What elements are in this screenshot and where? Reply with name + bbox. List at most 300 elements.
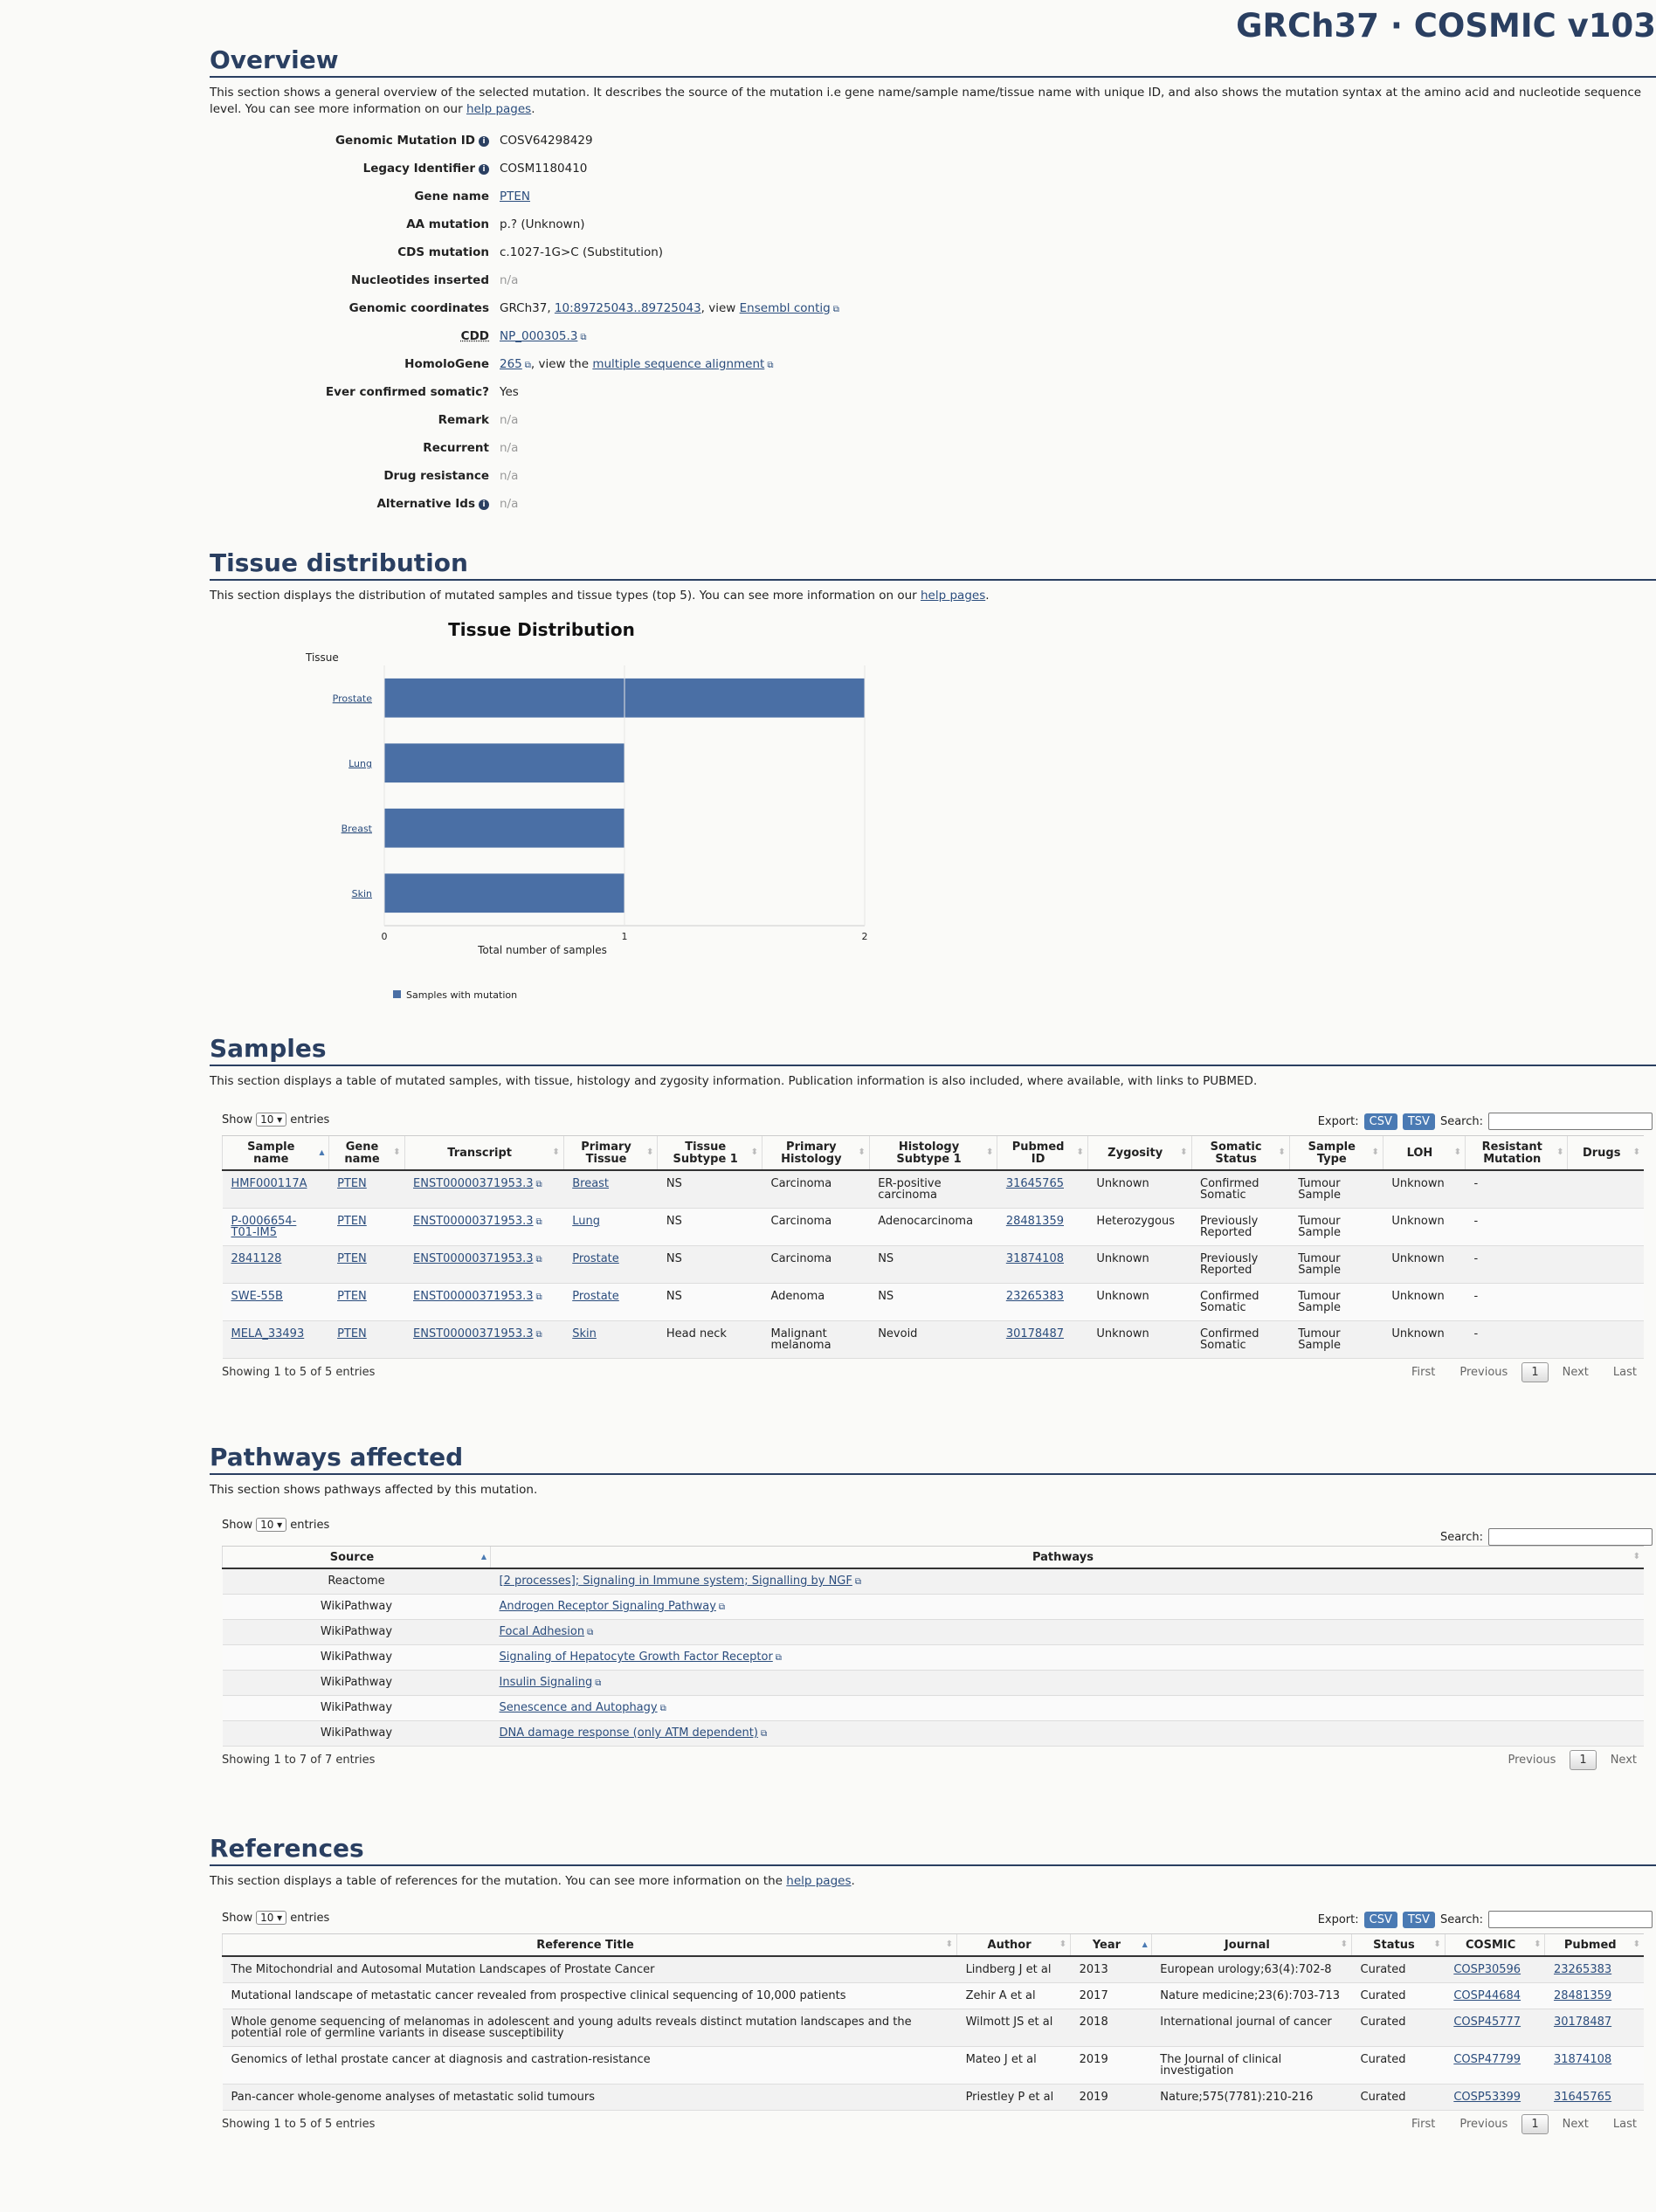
table-row: [223, 1246, 1645, 1284]
references-col-reference-title[interactable]: Reference Title ⬍: [223, 1934, 957, 1957]
pathway-link[interactable]: Insulin Signaling ⧉: [500, 1676, 602, 1689]
pathways-page-size-select[interactable]: 10 ▾: [256, 1518, 286, 1532]
samples-col-gene-name[interactable]: Gene name ⬍: [328, 1136, 404, 1171]
samples-sample-name-link[interactable]: MELA_33493: [231, 1327, 305, 1340]
samples-cell-sample-type: [1289, 1284, 1383, 1321]
ov-row-ever-confirmed: [210, 385, 1656, 413]
samples-cell-zygosity: [1087, 1246, 1191, 1284]
chart-category-label-prostate[interactable]: Prostate: [332, 693, 372, 705]
chart-x-tick-label: 2: [861, 931, 868, 942]
samples-search-input[interactable]: [1488, 1113, 1653, 1130]
references-cell-year: [1071, 2047, 1152, 2085]
samples-cell-pubmed-id: [997, 1170, 1088, 1209]
pathway-link[interactable]: Androgen Receptor Signaling Pathway ⧉: [500, 1600, 726, 1613]
ov-row-cds-mutation: [210, 245, 1656, 273]
pager-next-button[interactable]: Next: [1562, 1366, 1589, 1379]
pager-last-button[interactable]: Last: [1612, 1366, 1637, 1379]
cell-text: Previously Reported: [1200, 1252, 1259, 1277]
samples-col-primary-histology[interactable]: Primary Histology ⬍: [762, 1136, 870, 1171]
pathways-description: This section shows pathways affected by this mutation.: [210, 1483, 538, 1497]
samples-col-resistant-mutation[interactable]: Resistant Mutation ⬍: [1466, 1136, 1568, 1171]
ov-label: Ever confirmed somatic?: [325, 385, 489, 399]
samples-primary-tissue-link[interactable]: Prostate: [572, 1290, 619, 1303]
tissue-help-link[interactable]: help pages: [921, 589, 986, 603]
references-cosmic-link[interactable]: COSP47799: [1453, 2053, 1521, 2066]
info-icon[interactable]: i: [479, 136, 489, 147]
chart-title: Tissue Distribution: [448, 619, 635, 640]
pathway-cell: [491, 1671, 1645, 1696]
cell-text: Unknown: [1096, 1290, 1149, 1303]
show-label: Show: [222, 1912, 253, 1925]
samples-cell-zygosity: [1087, 1284, 1191, 1321]
samples-pagination: [1401, 1362, 1647, 1382]
samples-cell-transcript: [404, 1246, 563, 1284]
tissue-distribution-chart: [210, 611, 908, 1013]
samples-sample-name-link[interactable]: HMF000117A: [231, 1177, 307, 1190]
pathways-search-input[interactable]: [1488, 1528, 1653, 1546]
chart-bar-skin: [384, 873, 624, 913]
references-help-link[interactable]: help pages: [786, 1874, 852, 1888]
samples-cell-primary-histology: [762, 1321, 870, 1359]
references-csv-button[interactable]: CSV: [1364, 1912, 1397, 1928]
samples-cell-tissue-subtype-1: [658, 1209, 762, 1246]
references-cell-status: [1352, 2047, 1446, 2085]
pathways-header-row: [223, 1547, 1645, 1569]
samples-col-pubmed-id[interactable]: Pubmed ID ⬍: [997, 1136, 1088, 1171]
search-label: Search:: [1439, 1530, 1483, 1544]
cell-text: -: [1473, 1215, 1479, 1228]
samples-cell-sample-name: [223, 1209, 329, 1246]
pager-next-button[interactable]: Next: [1610, 1754, 1637, 1767]
references-info: Showing 1 to 5 of 5 entries: [222, 2118, 376, 2131]
samples-cell-sample-type: [1289, 1321, 1383, 1359]
samples-col-histology-subtype-1[interactable]: Histology Subtype 1 ⬍: [869, 1136, 997, 1171]
pathway-cell: [491, 1568, 1645, 1595]
pathway-source: WikiPathway: [223, 1721, 491, 1747]
cell-text: Malignant melanoma: [770, 1327, 831, 1352]
table-row: [223, 2047, 1645, 2085]
samples-primary-tissue-link[interactable]: Skin: [572, 1327, 597, 1340]
pager-next-button[interactable]: Next: [1562, 2118, 1589, 2131]
pathway-source: Reactome: [223, 1568, 491, 1595]
pager-previous-button[interactable]: Previous: [1459, 1366, 1508, 1379]
cell-text: NS: [878, 1252, 894, 1265]
cell-text: ER-positive carcinoma: [878, 1177, 942, 1202]
ov-row-genomic-coordinates: [210, 301, 1656, 329]
references-cell-author: [957, 1983, 1071, 2009]
references-desc-end: .: [851, 1874, 855, 1888]
pathway-source: WikiPathway: [223, 1620, 491, 1645]
ov-label: CDS mutation: [397, 245, 489, 259]
ov-label: Gene name: [414, 190, 489, 203]
references-col-author[interactable]: Author ⬍: [957, 1934, 1071, 1957]
samples-pubmed-id-link[interactable]: 31874108: [1005, 1252, 1064, 1265]
samples-cell-zygosity: [1087, 1321, 1191, 1359]
cell-text: Wilmott JS et al: [965, 2016, 1053, 2029]
references-cell-journal: [1151, 1983, 1351, 2009]
samples-body: [223, 1170, 1645, 1359]
samples-transcript-link[interactable]: ENST00000371953.3 ⧉: [413, 1290, 542, 1303]
pager-last-button[interactable]: Last: [1612, 2118, 1637, 2131]
ov-label: [210, 497, 500, 511]
overview-section: [210, 45, 1656, 525]
references-cosmic-link[interactable]: COSP30596: [1453, 1963, 1521, 1976]
samples-cell-loh: [1383, 1321, 1465, 1359]
samples-gene-name-link[interactable]: PTEN: [337, 1327, 367, 1340]
pager-page-1[interactable]: 1: [1521, 1362, 1548, 1382]
references-cell-reference-title: [223, 2009, 957, 2047]
references-cosmic-link[interactable]: COSP45777: [1453, 2016, 1521, 2029]
pathways-table: [222, 1546, 1644, 1747]
samples-cell-primary-histology: [762, 1209, 870, 1246]
ov-row-alternative-ids: [210, 497, 1656, 525]
table-row: [223, 1721, 1645, 1747]
cell-text: Confirmed Somatic: [1200, 1290, 1259, 1314]
references-col-pubmed[interactable]: Pubmed ⬍: [1545, 1934, 1644, 1957]
samples-col-sample-type[interactable]: Sample Type ⬍: [1289, 1136, 1383, 1171]
chart-x-axis-label: Total number of samples: [478, 944, 607, 956]
pager-first-button[interactable]: First: [1411, 1366, 1436, 1379]
pathway-link[interactable]: Focal Adhesion ⧉: [500, 1625, 594, 1638]
samples-cell-loh: [1383, 1209, 1465, 1246]
ov-label: [210, 162, 500, 176]
pathway-source: WikiPathway: [223, 1671, 491, 1696]
samples-cell-primary-histology: [762, 1170, 870, 1209]
cdd-abbr: CDD: [460, 329, 489, 343]
samples-primary-tissue-link[interactable]: Breast: [572, 1177, 610, 1190]
pager-previous-button[interactable]: Previous: [1459, 2118, 1508, 2131]
samples-col-zygosity[interactable]: Zygosity ⬍: [1087, 1136, 1191, 1171]
ov-row-remark: [210, 413, 1656, 441]
samples-cell-transcript: [404, 1321, 563, 1359]
ensembl-contig-link[interactable]: Ensembl contig ⧉: [740, 301, 839, 315]
pathway-source: WikiPathway: [223, 1595, 491, 1620]
pathways-pagination: [1497, 1750, 1647, 1770]
references-cell-journal: [1151, 2047, 1351, 2085]
samples-cell-primary-tissue: [563, 1209, 658, 1246]
pathway-source: WikiPathway: [223, 1696, 491, 1721]
cell-text: Curated: [1360, 2053, 1406, 2066]
samples-cell-pubmed-id: [997, 1284, 1088, 1321]
cell-text: Carcinoma: [770, 1215, 832, 1228]
cell-text: Nature;575(7781):210-216: [1160, 2091, 1314, 2104]
tissue-chart-container: [210, 611, 908, 1013]
samples-gene-name-link[interactable]: PTEN: [337, 1177, 367, 1190]
cell-text: Confirmed Somatic: [1200, 1177, 1259, 1202]
samples-transcript-link[interactable]: ENST00000371953.3 ⧉: [413, 1177, 542, 1190]
ov-label-text: Genomic Mutation ID: [335, 134, 475, 148]
ov-label-text: Alternative Ids: [376, 497, 475, 511]
samples-cell-primary-histology: [762, 1246, 870, 1284]
show-label: Show: [222, 1113, 253, 1127]
samples-cell-gene-name: [328, 1246, 404, 1284]
cell-text: Carcinoma: [770, 1252, 832, 1265]
samples-sample-name-link[interactable]: SWE-55B: [231, 1290, 283, 1303]
samples-cell-somatic-status: [1191, 1246, 1289, 1284]
samples-csv-button[interactable]: CSV: [1364, 1113, 1397, 1130]
references-cell-pubmed: [1545, 2009, 1644, 2047]
references-title: References: [210, 1834, 1656, 1866]
references-cell-journal: [1151, 2009, 1351, 2047]
samples-cell-loh: [1383, 1246, 1465, 1284]
overview-help-link[interactable]: help pages: [466, 102, 532, 116]
references-pubmed-link[interactable]: 28481359: [1553, 1989, 1612, 2002]
pathway-link[interactable]: [2 processes]; Signaling in Immune system; Signalling by NGF ⧉: [500, 1575, 862, 1588]
chart-category-label-skin[interactable]: Skin: [351, 887, 372, 899]
samples-cell-transcript: [404, 1209, 563, 1246]
samples-pubmed-id-link[interactable]: 30178487: [1005, 1327, 1064, 1340]
pager-previous-button[interactable]: Previous: [1508, 1754, 1556, 1767]
samples-sample-name-link[interactable]: 2841128: [231, 1252, 282, 1265]
references-pagination: [1401, 2114, 1647, 2134]
pager-page-1[interactable]: 1: [1570, 1750, 1596, 1770]
samples-transcript-link[interactable]: ENST00000371953.3 ⧉: [413, 1215, 542, 1228]
references-cell-year: [1071, 2009, 1152, 2047]
chart-y-axis-label: Tissue: [306, 651, 339, 664]
samples-col-somatic-status[interactable]: Somatic Status ⬍: [1191, 1136, 1289, 1171]
references-cell-pubmed: [1545, 1983, 1644, 2009]
ov-row-gene-name: [210, 190, 1656, 217]
recurrent-value: n/a: [500, 441, 519, 455]
drug-resistance-value: n/a: [500, 469, 519, 483]
info-icon[interactable]: i: [479, 500, 489, 510]
samples-cell-primary-tissue: [563, 1170, 658, 1209]
references-col-journal[interactable]: Journal ⬍: [1151, 1934, 1351, 1957]
samples-cell-primary-tissue: [563, 1284, 658, 1321]
samples-col-tissue-subtype-1[interactable]: Tissue Subtype 1 ⬍: [658, 1136, 762, 1171]
pager-first-button[interactable]: First: [1411, 2118, 1436, 2131]
references-cell-status: [1352, 1983, 1446, 2009]
cell-text: Curated: [1360, 1989, 1406, 2002]
cell-text: Unknown: [1391, 1177, 1445, 1190]
samples-primary-tissue-link[interactable]: Prostate: [572, 1252, 619, 1265]
samples-cell-pubmed-id: [997, 1209, 1088, 1246]
samples-pubmed-id-link[interactable]: 28481359: [1005, 1215, 1064, 1228]
references-cell-reference-title: [223, 2047, 957, 2085]
overview-desc-end: .: [531, 102, 535, 116]
references-description: [210, 1873, 1642, 1890]
samples-primary-tissue-link[interactable]: Lung: [572, 1215, 600, 1228]
samples-pubmed-id-link[interactable]: 31645765: [1005, 1177, 1064, 1190]
references-cell-reference-title: [223, 1983, 957, 2009]
ever-confirmed-value: Yes: [500, 385, 519, 399]
genomic-coordinates-link[interactable]: 10:89725043..89725043: [554, 301, 701, 315]
cell-text: The Journal of clinical investigation: [1160, 2053, 1282, 2078]
chart-x-tick-label: 1: [621, 931, 628, 942]
overview-description: [210, 85, 1642, 118]
samples-tsv-button[interactable]: TSV: [1403, 1113, 1435, 1130]
overview-desc-text: This section shows a general overview of the selected mutation. It describes the source of the mutation i.e gene name/sample name/tissue name with unique ID, and also shows the mutation syntax at the amino acid and nucleotide sequence level. You can see more information on our: [210, 86, 1642, 116]
overview-title: Overview: [210, 45, 1656, 78]
samples-page-size-select[interactable]: 10 ▾: [256, 1113, 286, 1127]
references-cell-author: [957, 2047, 1071, 2085]
cell-text: Head neck: [666, 1327, 727, 1340]
cdd-link[interactable]: NP_000305.3 ⧉: [500, 329, 587, 343]
samples-col-drugs[interactable]: Drugs ⬍: [1568, 1136, 1644, 1171]
samples-cell-primary-histology: [762, 1284, 870, 1321]
references-tsv-button[interactable]: TSV: [1403, 1912, 1435, 1928]
samples-transcript-link[interactable]: ENST00000371953.3 ⧉: [413, 1252, 542, 1265]
samples-cell-drugs: [1568, 1170, 1644, 1209]
pathway-link[interactable]: Senescence and Autophagy ⧉: [500, 1701, 666, 1714]
chart-bar-lung: [384, 743, 624, 782]
references-pubmed-link[interactable]: 31645765: [1553, 2091, 1612, 2104]
samples-cell-sample-type: [1289, 1170, 1383, 1209]
samples-cell-resistant-mutation: [1466, 1284, 1568, 1321]
samples-cell-resistant-mutation: [1466, 1170, 1568, 1209]
pager-page-1[interactable]: 1: [1521, 2114, 1548, 2134]
cell-text: Unknown: [1096, 1252, 1149, 1265]
cell-text: International journal of cancer: [1160, 2016, 1332, 2029]
cell-text: 2019: [1079, 2091, 1108, 2104]
samples-cell-drugs: [1568, 1321, 1644, 1359]
cell-text: Nevoid: [878, 1327, 918, 1340]
references-col-status[interactable]: Status ⬍: [1352, 1934, 1446, 1957]
references-cosmic-link[interactable]: COSP53399: [1453, 2091, 1521, 2104]
samples-pubmed-id-link[interactable]: 23265383: [1005, 1290, 1064, 1303]
coord-view-text: , view: [700, 301, 740, 315]
references-cosmic-link[interactable]: COSP44684: [1453, 1989, 1521, 2002]
coord-assembly: GRCh37,: [500, 301, 555, 315]
site-brand: GRCh37 · COSMIC v103: [1236, 7, 1656, 45]
overview-details: [210, 134, 1656, 525]
references-cell-year: [1071, 1983, 1152, 2009]
gene-name-link[interactable]: PTEN: [500, 190, 531, 203]
references-pubmed-link[interactable]: 31874108: [1553, 2053, 1612, 2066]
references-table: [222, 1933, 1644, 2111]
samples-cell-zygosity: [1087, 1209, 1191, 1246]
pathways-col-source[interactable]: Source ▲: [223, 1547, 491, 1569]
table-row: [223, 2085, 1645, 2111]
samples-col-sample-name[interactable]: Sample name ▲: [223, 1136, 329, 1171]
cell-text: Priestley P et al: [965, 2091, 1054, 2104]
chart-legend-label: Samples with mutation: [406, 989, 518, 1001]
cell-text: European urology;63(4):702-8: [1160, 1963, 1332, 1976]
cell-text: Unknown: [1391, 1252, 1445, 1265]
samples-sample-name-link[interactable]: P-0006654-T01-IM5: [231, 1215, 297, 1239]
references-cell-year: [1071, 1956, 1152, 1983]
samples-col-primary-tissue[interactable]: Primary Tissue ⬍: [563, 1136, 658, 1171]
samples-col-transcript[interactable]: Transcript ⬍: [404, 1136, 563, 1171]
cell-text: 2018: [1079, 2016, 1108, 2029]
cell-text: Tumour Sample: [1298, 1252, 1341, 1277]
samples-cell-tissue-subtype-1: [658, 1246, 762, 1284]
cell-text: Mateo J et al: [965, 2053, 1037, 2066]
references-col-year[interactable]: Year ▲: [1071, 1934, 1152, 1957]
ov-row-drug-resistance: [210, 469, 1656, 497]
samples-cell-transcript: [404, 1170, 563, 1209]
samples-cell-histology-subtype-1: [869, 1284, 997, 1321]
samples-cell-sample-name: [223, 1246, 329, 1284]
samples-cell-histology-subtype-1: [869, 1170, 997, 1209]
references-col-cosmic[interactable]: COSMIC ⬍: [1445, 1934, 1545, 1957]
references-pubmed-link[interactable]: 23265383: [1553, 1963, 1612, 1976]
samples-gene-name-link[interactable]: PTEN: [337, 1252, 367, 1265]
pathways-col-pathways[interactable]: Pathways ⬍: [491, 1547, 1645, 1569]
references-pubmed-link[interactable]: 30178487: [1553, 2016, 1612, 2029]
samples-section: [210, 1034, 1656, 1389]
pathways-section: [210, 1443, 1656, 1776]
samples-cell-tissue-subtype-1: [658, 1321, 762, 1359]
ov-label: HomoloGene: [404, 357, 489, 371]
chart-category-label-breast[interactable]: Breast: [341, 823, 372, 835]
ov-label: Nucleotides inserted: [351, 273, 489, 287]
references-page-size-select[interactable]: 10 ▾: [256, 1911, 286, 1925]
references-length-control: [222, 1911, 329, 1925]
nucleotides-inserted-value: n/a: [500, 273, 519, 287]
tissue-section: [210, 548, 1656, 604]
remark-value: n/a: [500, 413, 519, 427]
cell-text: NS: [666, 1252, 682, 1265]
samples-export-search: [1318, 1113, 1653, 1130]
references-cell-journal: [1151, 2085, 1351, 2111]
samples-cell-gene-name: [328, 1321, 404, 1359]
table-row: [223, 1645, 1645, 1671]
cell-text: Tumour Sample: [1298, 1177, 1341, 1202]
samples-gene-name-link[interactable]: PTEN: [337, 1290, 367, 1303]
samples-cell-gene-name: [328, 1209, 404, 1246]
samples-cell-loh: [1383, 1284, 1465, 1321]
references-export-search: [1318, 1911, 1653, 1928]
cell-text: NS: [666, 1177, 682, 1190]
cell-text: Unknown: [1096, 1327, 1149, 1340]
table-row: [223, 1696, 1645, 1721]
samples-cell-sample-name: [223, 1284, 329, 1321]
cell-text: Tumour Sample: [1298, 1215, 1341, 1239]
ov-row-aa-mutation: [210, 217, 1656, 245]
pathway-link[interactable]: Signaling of Hepatocyte Growth Factor Receptor ⧉: [500, 1650, 782, 1664]
ov-row-recurrent: [210, 441, 1656, 469]
references-cell-reference-title: [223, 2085, 957, 2111]
info-icon[interactable]: i: [479, 164, 489, 175]
samples-cell-drugs: [1568, 1284, 1644, 1321]
references-header-row: [223, 1934, 1645, 1957]
references-cell-year: [1071, 2085, 1152, 2111]
references-body: [223, 1956, 1645, 2111]
samples-cell-zygosity: [1087, 1170, 1191, 1209]
samples-cell-sample-type: [1289, 1209, 1383, 1246]
references-cell-journal: [1151, 1956, 1351, 1983]
genomic-mutation-id-value: COSV64298429: [500, 134, 593, 148]
table-row: [223, 1170, 1645, 1209]
samples-gene-name-link[interactable]: PTEN: [337, 1215, 367, 1228]
cell-text: Heterozygous: [1096, 1215, 1175, 1228]
samples-transcript-link[interactable]: ENST00000371953.3 ⧉: [413, 1327, 542, 1340]
chart-category-label-lung[interactable]: Lung: [348, 757, 372, 769]
references-search-input[interactable]: [1488, 1911, 1653, 1928]
ov-row-legacy-identifier: [210, 162, 1656, 190]
samples-cell-primary-tissue: [563, 1246, 658, 1284]
references-cell-status: [1352, 2085, 1446, 2111]
cell-text: Unknown: [1391, 1215, 1445, 1228]
table-row: [223, 1595, 1645, 1620]
samples-col-loh[interactable]: LOH ⬍: [1383, 1136, 1465, 1171]
references-section: [210, 1834, 1656, 2140]
sequence-alignment-link[interactable]: multiple sequence alignment ⧉: [592, 357, 773, 371]
samples-cell-drugs: [1568, 1209, 1644, 1246]
samples-table: [222, 1135, 1644, 1359]
references-cell-cosmic: [1445, 1983, 1545, 2009]
table-row: [223, 1284, 1645, 1321]
pathway-link[interactable]: DNA damage response (only ATM dependent) ⧉: [500, 1726, 768, 1740]
ov-label: Genomic coordinates: [348, 301, 489, 315]
pathways-length-control: [222, 1518, 329, 1532]
tissue-desc-text: This section displays the distribution of mutated samples and tissue types (top 5). You can see more information on our: [210, 589, 921, 603]
table-row: [223, 1671, 1645, 1696]
samples-cell-sample-type: [1289, 1246, 1383, 1284]
homologene-link[interactable]: 265 ⧉: [500, 357, 531, 371]
references-cell-cosmic: [1445, 2085, 1545, 2111]
